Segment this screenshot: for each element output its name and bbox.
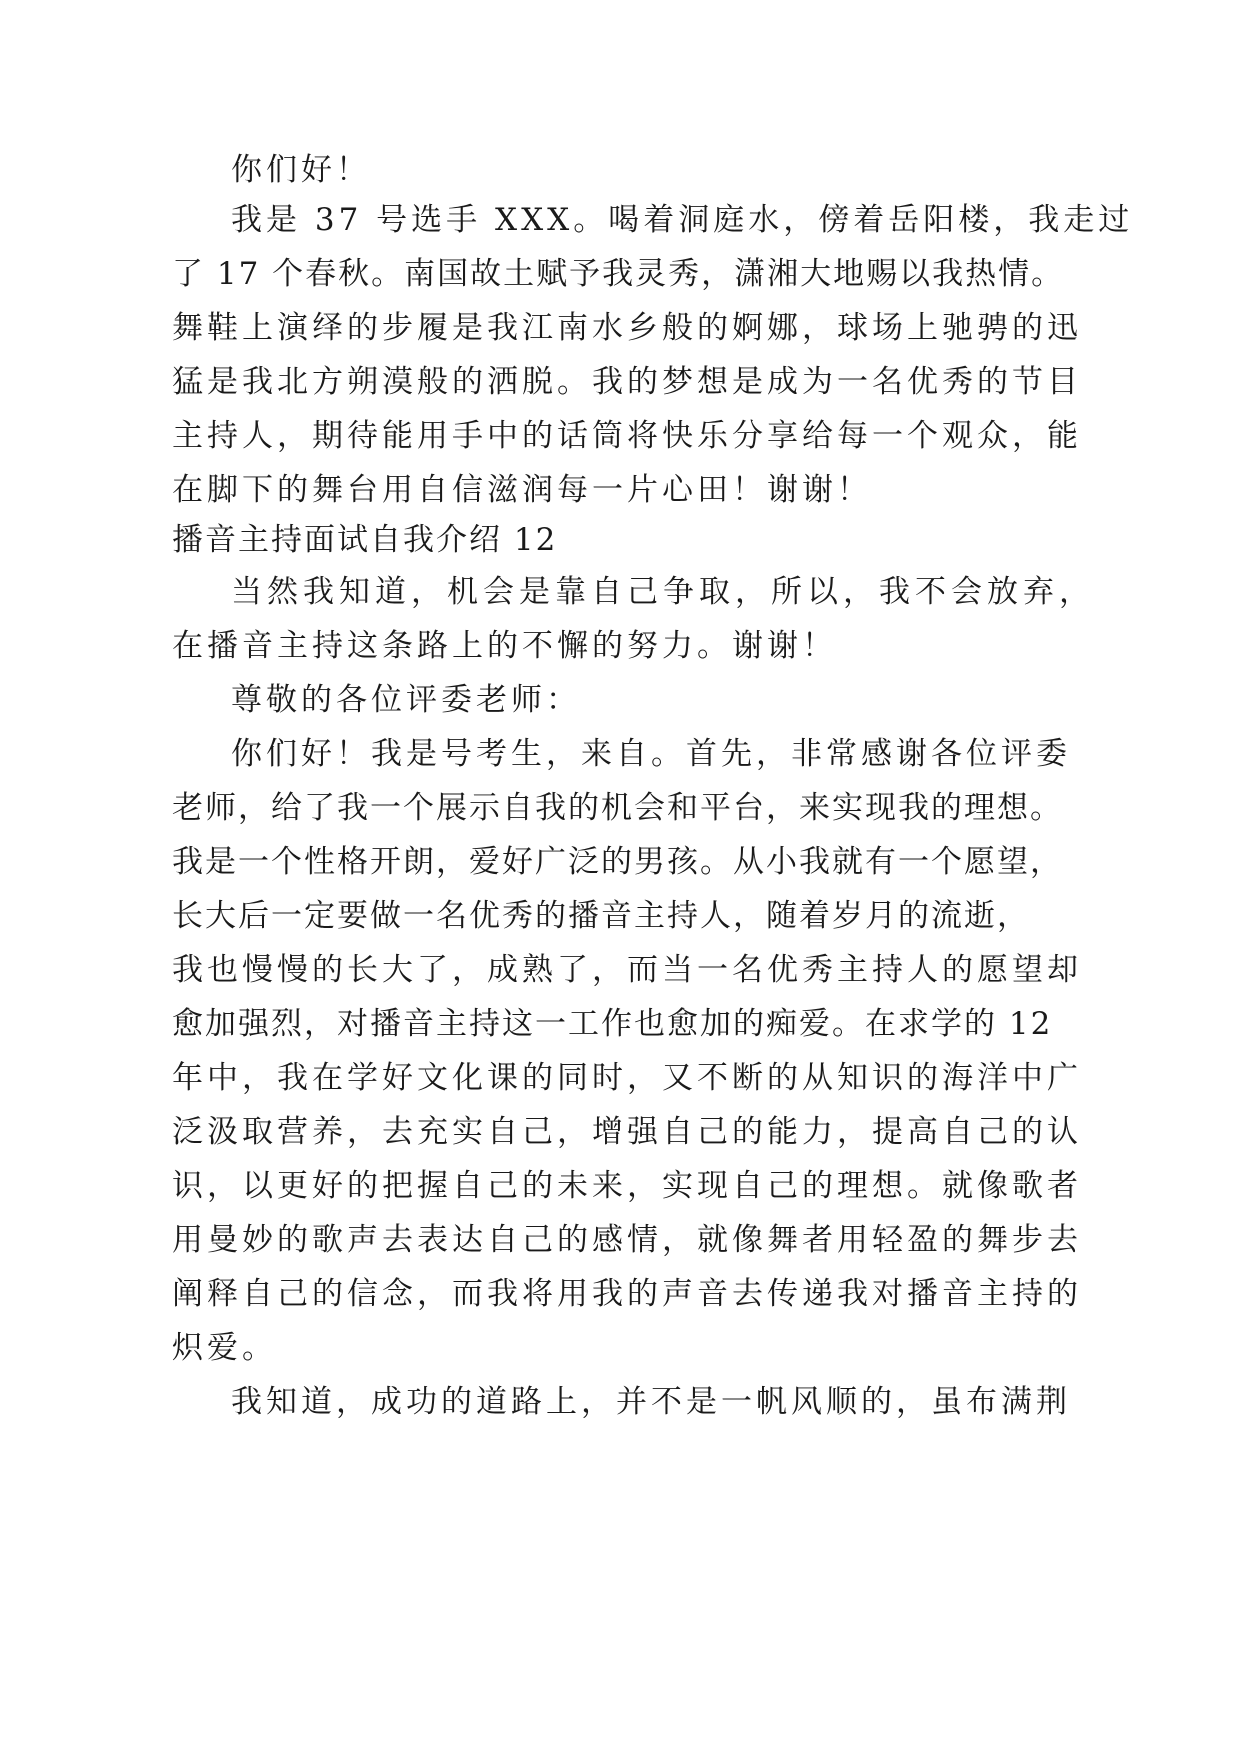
paragraph-line: 我是一个性格开朗，爱好广泛的男孩。从小我就有一个愿望， xyxy=(172,844,1063,880)
paragraph-line: 我知道，成功的道路上，并不是一帆风顺的，虽布满荆 xyxy=(231,1384,1071,1420)
paragraph-line: 泛汲取营养，去充实自己，增强自己的能力，提高自己的认 xyxy=(172,1114,1082,1150)
paragraph-line: 用曼妙的歌声去表达自己的感情，就像舞者用轻盈的舞步去 xyxy=(172,1222,1082,1258)
paragraph-line: 炽爱。 xyxy=(172,1330,277,1366)
paragraph-line: 了 17 个春秋。南国故土赋予我灵秀，潇湘大地赐以我热情。 xyxy=(172,256,1065,292)
paragraph-line: 长大后一定要做一名优秀的播音主持人，随着岁月的流逝， xyxy=(172,898,1030,934)
paragraph-line: 年中，我在学好文化课的同时，又不断的从知识的海洋中广 xyxy=(172,1060,1082,1096)
paragraph-line: 在脚下的舞台用自信滋润每一片心田！谢谢！ xyxy=(172,472,872,508)
paragraph-line: 猛是我北方朔漠般的洒脱。我的梦想是成为一名优秀的节目 xyxy=(172,364,1082,400)
paragraph-line: 主持人，期待能用手中的话筒将快乐分享给每一个观众，能 xyxy=(172,418,1082,454)
paragraph-line: 在播音主持这条路上的不懈的努力。谢谢！ xyxy=(172,628,837,664)
paragraph-line: 我是 37 号选手 XXX。喝着洞庭水，傍着岳阳楼，我走过 xyxy=(231,202,1134,238)
paragraph-line: 你们好！我是号考生，来自。首先，非常感谢各位评委 xyxy=(231,736,1071,772)
paragraph-line: 愈加强烈，对播音主持这一工作也愈加的痴爱。在求学的 12 xyxy=(172,1006,1053,1042)
paragraph-line: 阐释自己的信念，而我将用我的声音去传递我对播音主持的 xyxy=(172,1276,1082,1312)
paragraph-line: 我也慢慢的长大了，成熟了，而当一名优秀主持人的愿望却 xyxy=(172,952,1082,988)
paragraph-line: 识，以更好的把握自己的未来，实现自己的理想。就像歌者 xyxy=(172,1168,1082,1204)
salutation-line: 尊敬的各位评委老师： xyxy=(231,682,581,718)
paragraph-line: 当然我知道，机会是靠自己争取，所以，我不会放弃， xyxy=(231,574,1095,610)
section-heading: 播音主持面试自我介绍 12 xyxy=(172,522,558,558)
paragraph-line: 老师，给了我一个展示自我的机会和平台，来实现我的理想。 xyxy=(172,790,1063,826)
paragraph-line: 舞鞋上演绎的步履是我江南水乡般的婀娜，球场上驰骋的迅 xyxy=(172,310,1082,346)
paragraph-line: 你们好！ xyxy=(231,152,371,188)
